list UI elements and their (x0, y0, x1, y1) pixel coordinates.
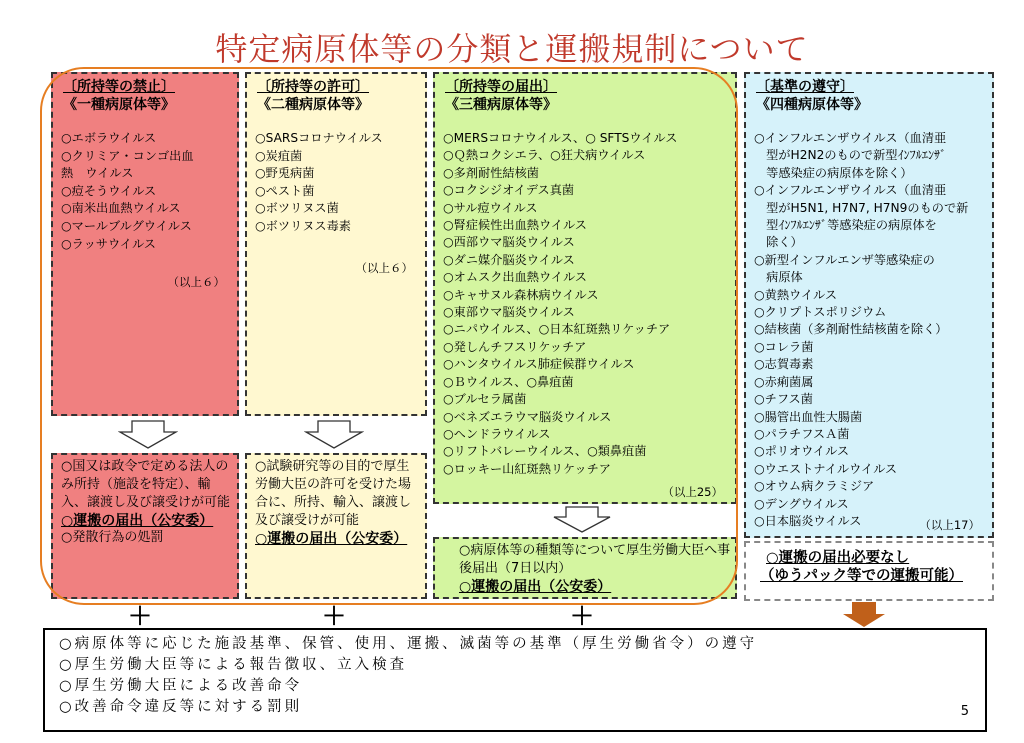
list-item: ○コクシジオイデス真菌 (443, 183, 575, 198)
list-item: ○インフルエンザウイルス（血清亜 (754, 183, 947, 198)
category-3-rule-text: ○病原体等の種類等について厚生労働大臣へ事後届出（7日以内） (459, 543, 731, 576)
down-arrow-2 (304, 420, 364, 450)
category-2-list (247, 130, 425, 236)
page-number: 5 (960, 704, 969, 719)
list-item: 型がH2N2のもので新型ｲﾝﾌﾙｴﾝｻﾞ (754, 148, 947, 163)
category-4-heading: 〔基準の遵守〕 (756, 79, 854, 95)
list-item: ○南米出血熱ウイルス (61, 201, 181, 216)
page-title: 特定病原体等の分類と運搬規制について (215, 30, 809, 68)
list-item: ○腸管出血性大腸菌 (754, 409, 863, 424)
list-item: ○マールブルグウイルス (61, 218, 192, 233)
requirement-item: ○病原体等に応じた施設基準、保管、使用、運搬、滅菌等の基準（厚生労働省令）の遵守 (59, 636, 758, 652)
requirement-item: ○厚生労働大臣による改善命令 (59, 678, 303, 694)
list-item: ○西部ウマ脳炎ウイルス (443, 235, 575, 250)
category-1-subheading: 《一種病原体等》 (63, 97, 175, 113)
list-item: ○リフトバレーウイルス、○類鼻疽菌 (443, 444, 647, 459)
category-4-box (744, 72, 994, 538)
list-item: 型がH5N1, H7N7, H7N9のもので新 (754, 200, 969, 215)
down-arrow-1 (118, 420, 178, 450)
list-item: ○デングウイルス (754, 496, 849, 511)
category-2-heading: 〔所持等の許可〕 (257, 79, 369, 95)
list-item: ○インフルエンザウイルス（血清亜 (754, 131, 947, 145)
list-item: ○日本脳炎ウイルス (754, 513, 862, 528)
list-item: ○オウム病クラミジア (754, 479, 875, 494)
list-item: 病原体 (754, 270, 803, 285)
list-item: ○ウエストナイルウイルス (754, 461, 898, 476)
requirement-item: ○改善命令違反等に対する罰則 (59, 699, 303, 715)
list-item: 熱 ウイルス (61, 166, 134, 181)
list-item: ○キャサヌル森林病ウイルス (443, 287, 599, 302)
category-3-transport: ○運搬の届出（公安委） (459, 579, 612, 595)
category-2-rules-box (245, 453, 427, 599)
category-2-count: （以上６） (355, 261, 413, 275)
list-item: ○多剤耐性結核菌 (443, 165, 539, 180)
list-item: ○ボツリヌス菌 (255, 201, 339, 216)
category-1-count: （以上６） (167, 275, 225, 289)
category-4-rules-box (744, 541, 994, 601)
list-item: ○発しんチフスリケッチア (443, 339, 587, 354)
category-3-rules-box (433, 537, 737, 599)
list-item: ○MERSコロナウイルス、○ SFTSウイルス (443, 131, 678, 145)
category-1-box (51, 72, 239, 416)
common-requirements-box (43, 628, 987, 732)
list-item: ○野兎病菌 (255, 166, 315, 181)
category-1-transport: ○運搬の届出（公安委） (61, 513, 214, 529)
list-item: ○志賀毒素 (754, 357, 814, 372)
plus-sign-1: ＋ (128, 602, 152, 630)
plus-sign-3: ＋ (570, 602, 594, 630)
category-3-heading: 〔所持等の届出〕 (445, 79, 557, 95)
list-item: 除く） (754, 235, 803, 250)
plus-sign-2: ＋ (322, 602, 346, 630)
category-4-count: （以上17） (919, 518, 980, 532)
list-item: ○新型インフルエンザ等感染症の (754, 252, 935, 267)
list-item: ○エボラウイルス (61, 131, 157, 145)
list-item: ○コレラ菌 (754, 339, 814, 354)
list-item: 等感染症の病原体を除く） (754, 165, 913, 180)
list-item: ○SARSコロナウイルス (255, 131, 383, 145)
list-item: ○ラッサウイルス (61, 236, 156, 251)
list-item: ○ブルセラ属菌 (443, 392, 527, 407)
category-4-transport: ○運搬の届出必要なし (766, 550, 910, 566)
category-4-subheading: 《四種病原体等》 (756, 97, 868, 113)
list-item: ○東部ウマ脳炎ウイルス (443, 305, 575, 320)
list-item: ○黄熱ウイルス (754, 287, 838, 302)
list-item: ○ハンタウイルス肺症候群ウイルス (443, 357, 635, 372)
list-item: ○ニパウイルス、○日本紅斑熱リケッチア (443, 322, 671, 337)
solid-down-arrow (842, 602, 886, 628)
category-4-list (746, 130, 992, 530)
list-item: ○パラチフスＡ菌 (754, 426, 850, 441)
category-4-yupack: （ゆうパック等での運搬可能） (760, 568, 963, 584)
list-item: ○サル痘ウイルス (443, 200, 538, 215)
category-2-transport: ○運搬の届出（公安委） (255, 531, 408, 547)
list-item: ○クリミア・コンゴ出血 (61, 148, 194, 163)
list-item: ○ベネズエラウマ脳炎ウイルス (443, 409, 612, 424)
list-item: ○ポリオウイルス (754, 444, 850, 459)
list-item: ○チフス菌 (754, 392, 813, 407)
category-3-box (433, 72, 737, 504)
category-1-rule-text: ○国又は政令で定める法人のみ所持（施設を特定）、輸入、譲渡し及び譲受けが可能 (61, 459, 231, 510)
list-item: ○ロッキー山紅斑熱リケッチア (443, 461, 611, 476)
list-item: ○痘そうウイルス (61, 183, 157, 198)
list-item: ○赤痢菌属 (754, 374, 814, 389)
list-item: 型ｲﾝﾌﾙｴﾝｻﾞ等感染症の病原体を (754, 218, 937, 233)
list-item: ○Ｂウイルス、○鼻疽菌 (443, 374, 574, 389)
list-item: ○ヘンドラウイルス (443, 426, 551, 441)
category-1-list (53, 130, 237, 253)
category-2-rule-text: ○試験研究等の目的で厚生労働大臣の許可を受けた場合に、所持、輸入、譲渡し及び譲受けが可能 (255, 459, 412, 528)
list-item: ○ダニ媒介脳炎ウイルス (443, 252, 575, 267)
list-item: ○ペスト菌 (255, 183, 315, 198)
list-item: ○炭疽菌 (255, 148, 303, 163)
list-item: ○Ｑ熱コクシエラ、○狂犬病ウイルス (443, 148, 646, 163)
down-arrow-3 (552, 506, 612, 534)
category-1-rules-box (51, 453, 239, 599)
list-item: ○ボツリヌス毒素 (255, 218, 351, 233)
category-1-extra: ○発散行為の処罰 (61, 530, 164, 545)
category-2-box (245, 72, 427, 416)
category-3-list (435, 130, 735, 478)
category-3-subheading: 《三種病原体等》 (445, 97, 557, 113)
list-item: ○オムスク出血熱ウイルス (443, 270, 587, 285)
category-3-count: （以上25） (662, 485, 723, 499)
category-1-heading: 〔所持等の禁止〕 (63, 79, 175, 95)
category-2-subheading: 《二種病原体等》 (257, 97, 369, 113)
list-item: ○結核菌（多剤耐性結核菌を除く） (754, 322, 948, 337)
list-item: ○腎症候性出血熱ウイルス (443, 218, 587, 233)
list-item: ○クリプトスポリジウム (754, 305, 887, 320)
requirement-item: ○厚生労働大臣等による報告徴収、立入検査 (59, 657, 408, 673)
